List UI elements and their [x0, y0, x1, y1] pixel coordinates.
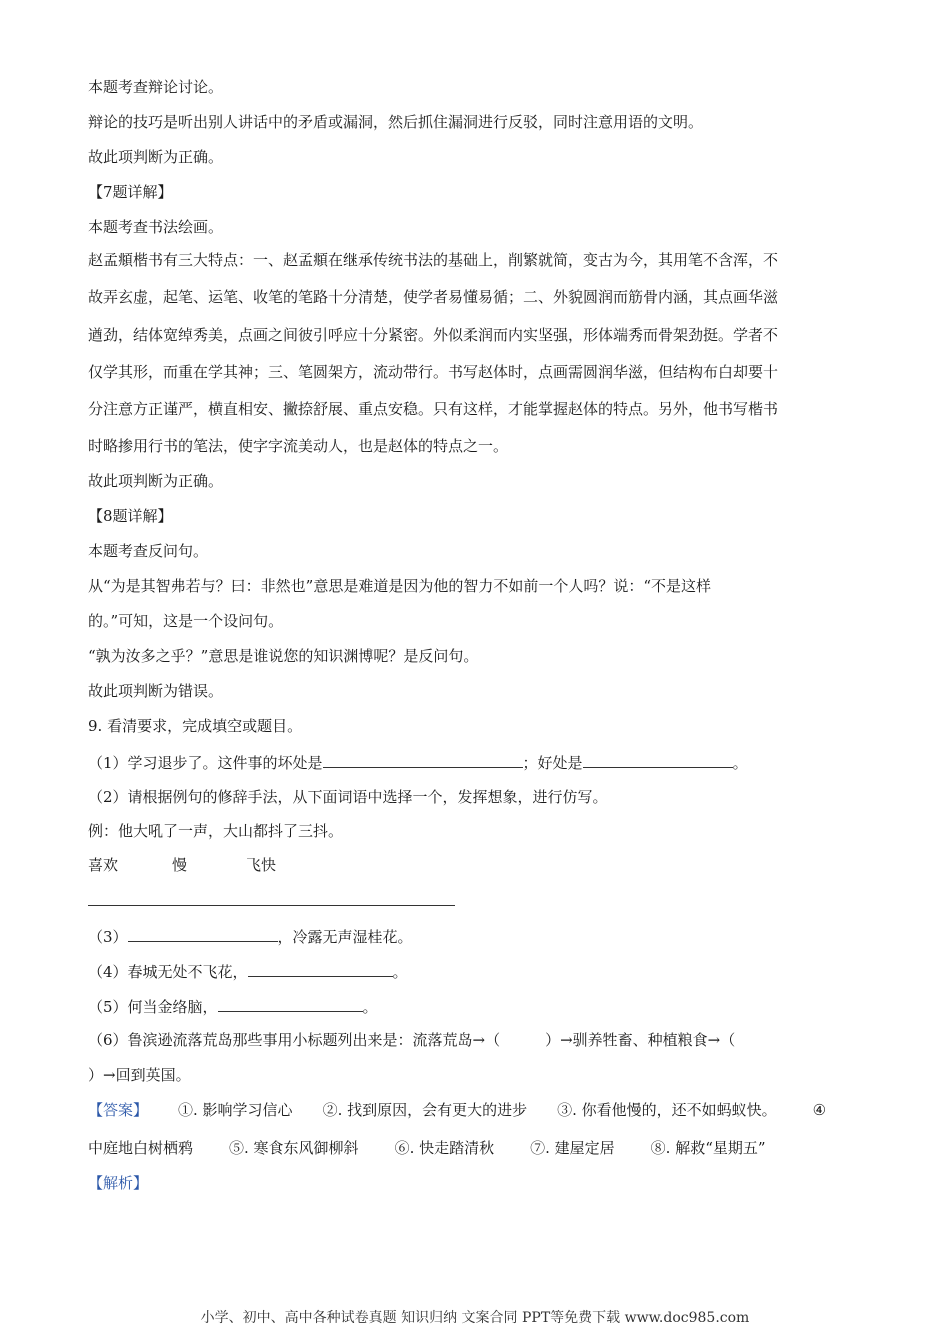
question-9-title: 9. 看清要求，完成填空或题目。 [88, 717, 303, 735]
q3-text: ，冷露无声湿桂花。 [277, 928, 413, 946]
q1-blank-bad[interactable] [323, 751, 523, 768]
q1-blank-good[interactable] [583, 751, 733, 768]
answer-item: ⑥. 快走踏清秋 [394, 1139, 495, 1157]
q4-text: （4）春城无处不飞花， [88, 963, 248, 981]
question-3 [88, 925, 868, 947]
q4-blank[interactable] [248, 960, 393, 977]
analysis-tag: 【解析】 [88, 1174, 149, 1192]
q5-text: （5）何当金络脑， [88, 998, 218, 1016]
section-heading-7: 【7题详解】 [88, 183, 173, 201]
q3-label: （3） [88, 928, 128, 946]
text-line: 分注意方正谨严，横直相安、撇捺舒展、重点安稳。只有这样，才能掌握赵体的特点。另外，他书写楷书 [88, 400, 779, 418]
answer-item: ⑦. 建屋定居 [530, 1139, 615, 1157]
text-line: 仅学其形，而重在学其神；三、笔圆架方，流动带行。书写赵体时，点画需圆润华滋，但结构布白却要十 [88, 363, 779, 381]
q1-end: 。 [732, 754, 748, 772]
text-line: 故弄玄虚，起笔、运笔、收笔的笔路十分清楚，使学者易懂易循；二、外貌圆润而筋骨内涵，其点画华滋 [88, 288, 779, 306]
text-line: 本题考查辩论讨论。 [88, 78, 224, 96]
text-line: 故此项判断为错误。 [88, 682, 224, 700]
q3-blank[interactable] [128, 925, 278, 942]
word-choices [88, 855, 868, 875]
answer-item: ③. 你看他慢的，还不如蚂蚁快。 [557, 1101, 777, 1119]
q5-end: 。 [362, 998, 378, 1016]
text-line: 本题考查书法绘画。 [88, 218, 224, 236]
text-line: 故此项判断为正确。 [88, 148, 224, 166]
question-6: （6）鲁滨逊流落荒岛那些事用小标题列出来是：流落荒岛→（ ）→驯养牲畜、种植粮食→（ [88, 1031, 736, 1049]
answer-item: ⑧. 解救“星期五” [650, 1139, 766, 1157]
question-6-continued: ）→回到英国。 [88, 1066, 191, 1084]
text-line: 从“为是其智弗若与？曰：非然也”意思是难道是因为他的智力不如前一个人吗？说：“不是这样 [88, 577, 712, 595]
example-sentence: 例：他大吼了一声，大山都抖了三抖。 [88, 822, 344, 840]
answer-row-1 [88, 1100, 868, 1120]
text-line: 的。”可知，这是一个设问句。 [88, 612, 284, 630]
answer-item: ④ [812, 1101, 827, 1119]
q1-text: （1）学习退步了。这件事的坏处是 [88, 754, 323, 772]
text-line: 故此项判断为正确。 [88, 472, 224, 490]
text-line: “孰为汝多之乎？”意思是谁说您的知识渊博呢？是反问句。 [88, 647, 479, 665]
answer-tag: 【答案】 [88, 1101, 149, 1119]
q5-blank[interactable] [218, 995, 363, 1012]
answer-line[interactable] [88, 905, 455, 906]
text-line: 辩论的技巧是听出别人讲话中的矛盾或漏洞，然后抓住漏洞进行反驳，同时注意用语的文明。 [88, 113, 704, 131]
question-2: （2）请根据例句的修辞手法，从下面词语中选择一个，发挥想象，进行仿写。 [88, 788, 608, 806]
question-1 [88, 751, 868, 773]
word-choice: 喜欢 [88, 856, 119, 874]
question-4 [88, 960, 868, 982]
answer-item: ⑤. 寒食东风御柳斜 [229, 1139, 359, 1157]
word-choice: 慢 [172, 856, 188, 874]
word-choice: 飞快 [246, 856, 277, 874]
answer-item: 中庭地白树栖鸦 [88, 1139, 194, 1157]
q1-text-good: ；好处是 [522, 754, 583, 772]
answer-item: ②. 找到原因，会有更大的进步 [322, 1101, 528, 1119]
section-heading-8: 【8题详解】 [88, 507, 173, 525]
q4-end: 。 [392, 963, 408, 981]
text-line: 本题考查反问句。 [88, 542, 209, 560]
answer-item: ①. 影响学习信心 [178, 1101, 293, 1119]
question-5 [88, 995, 868, 1017]
text-line: 时略掺用行书的笔法，使字字流美动人，也是赵体的特点之一。 [88, 437, 509, 455]
text-line: 遒劲，结体宽绰秀美，点画之间彼引呼应十分紧密。外似柔润而内实坚强，形体端秀而骨架劲挺。学者不 [88, 326, 779, 344]
answer-row-2 [88, 1138, 868, 1158]
text-line: 赵孟頫楷书有三大特点：一、赵孟頫在继承传统书法的基础上，削繁就简，变古为今，其用笔不含浑，不 [88, 251, 779, 269]
page-footer: 小学、初中、高中各种试卷真题 知识归纳 文案合同 PPT等免费下载 www.doc985.com [200, 1310, 750, 1326]
